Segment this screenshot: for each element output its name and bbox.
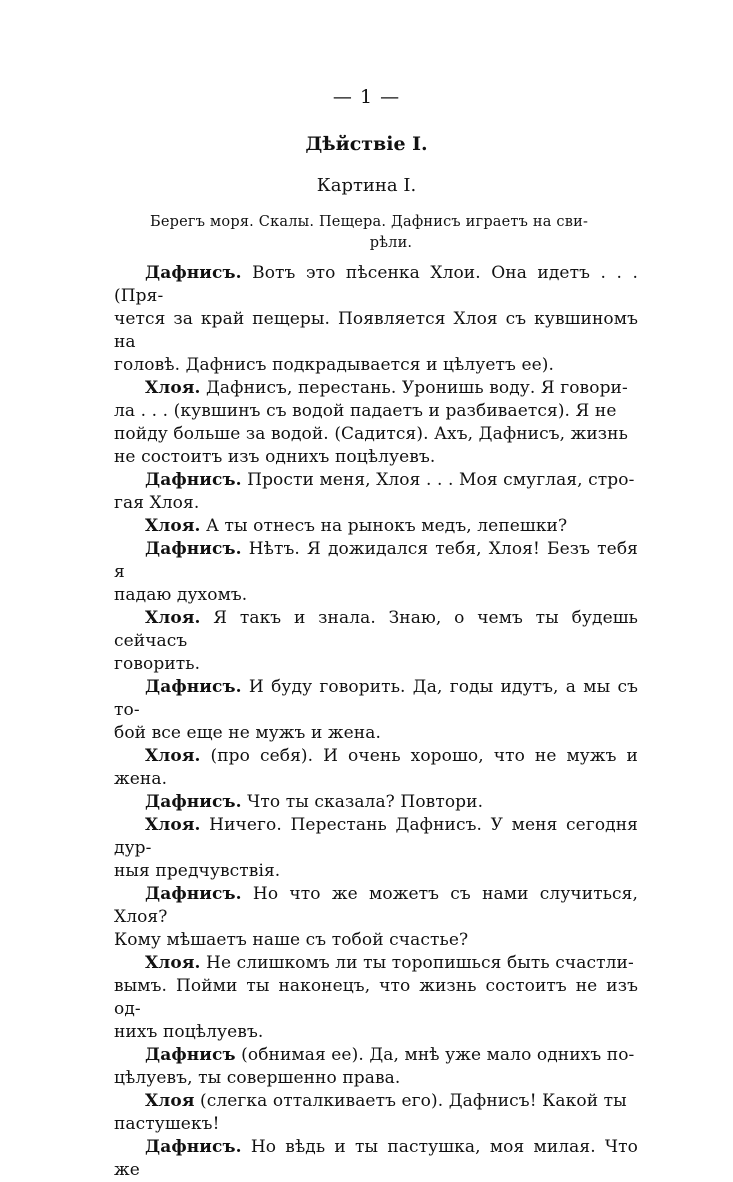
dialogue-line xyxy=(114,814,638,860)
dialogue-line xyxy=(114,791,638,814)
dialogue-paragraph xyxy=(114,883,638,952)
line-text: вымъ. Пойми ты наконецъ, что жизнь состоитъ не изъ од- xyxy=(114,976,638,1019)
dialogue-line xyxy=(114,492,638,515)
dialogue-line xyxy=(114,883,638,929)
dialogue-line xyxy=(114,377,638,400)
dialogue-paragraph xyxy=(114,538,638,607)
dialogue-line xyxy=(114,1021,638,1044)
stage-direction-line: Берегъ моря. Скалы. Пещера. Дафнисъ играетъ на сви- xyxy=(150,214,589,230)
line-text: говорить. xyxy=(114,654,201,674)
dialogue-line xyxy=(114,354,638,377)
dialogue-line xyxy=(114,308,638,354)
line-text: цѣлуевъ, ты совершенно права. xyxy=(114,1068,401,1088)
speaker-name: Хлоя. xyxy=(145,608,201,628)
dialogue-paragraph xyxy=(114,952,638,1044)
speaker-name: Дафнисъ. xyxy=(145,539,242,559)
dialogue-line xyxy=(114,745,638,791)
line-text: пойду больше за водой. (Садится). Ахъ, Дафнисъ, жизнь xyxy=(114,424,628,444)
dialogue-line xyxy=(114,676,638,722)
dialogue-line xyxy=(114,1067,638,1090)
speaker-name: Хлоя. xyxy=(145,815,201,835)
dialogue-line xyxy=(114,952,638,975)
speaker-name: Дафнисъ. xyxy=(145,792,242,812)
dialogue-paragraph xyxy=(114,745,638,791)
line-text: Что ты сказала? Повтори. xyxy=(247,792,484,812)
speaker-name: Дафнисъ xyxy=(145,1045,236,1065)
speaker-name: Дафнисъ. xyxy=(145,470,242,490)
speaker-name: Хлоя. xyxy=(145,378,201,398)
dialogue-paragraph xyxy=(114,676,638,745)
dialogue-paragraph xyxy=(114,377,638,469)
dialogue-text xyxy=(114,262,638,1182)
line-text: ныя предчувствія. xyxy=(114,861,281,881)
dialogue-line xyxy=(114,423,638,446)
stage-direction-line: рѣли. xyxy=(369,235,413,251)
dialogue-line xyxy=(114,860,638,883)
dialogue-line xyxy=(114,584,638,607)
line-text: (обнимая ее). Да, мнѣ уже мало однихъ по- xyxy=(241,1045,635,1065)
line-text: Прости меня, Хлоя . . . Моя смуглая, стро- xyxy=(247,470,635,490)
dialogue-paragraph xyxy=(114,1136,638,1182)
dialogue-paragraph xyxy=(114,814,638,883)
dialogue-paragraph xyxy=(114,791,638,814)
line-text: Ничего. Перестань Дафнисъ. У меня сегодня дур- xyxy=(114,815,638,858)
speaker-name: Хлоя. xyxy=(145,746,201,766)
speaker-name: Дафнисъ. xyxy=(145,884,242,904)
act-heading: Дѣйствіе I. xyxy=(305,133,428,155)
line-text: (слегка отталкиваетъ его). Дафнисъ! Какой ты xyxy=(200,1091,627,1111)
dialogue-paragraph xyxy=(114,1090,638,1136)
dialogue-line xyxy=(114,929,638,952)
dialogue-paragraph xyxy=(114,262,638,377)
speaker-name: Дафнисъ. xyxy=(145,263,242,283)
dialogue-line xyxy=(114,262,638,308)
line-text: Я такъ и знала. Знаю, о чемъ ты будешь сейчасъ xyxy=(114,608,638,651)
scene-heading: Картина I. xyxy=(316,175,417,196)
line-text: головѣ. Дафнисъ подкрадывается и цѣлуетъ ее). xyxy=(114,355,555,375)
line-text: Но вѣдь и ты пастушка, моя милая. Что же xyxy=(114,1137,638,1180)
line-text: Не слишкомъ ли ты торопишься быть счастли- xyxy=(206,953,634,973)
speaker-name: Хлоя xyxy=(145,1091,195,1111)
line-text: гая Хлоя. xyxy=(114,493,200,513)
dialogue-line xyxy=(114,1136,638,1182)
dialogue-line xyxy=(114,722,638,745)
line-text: Дафнисъ, перестань. Уронишь воду. Я говори- xyxy=(206,378,628,398)
dialogue-line xyxy=(114,515,638,538)
dialogue-line xyxy=(114,1090,638,1113)
dialogue-paragraph xyxy=(114,515,638,538)
dialogue-line xyxy=(114,1113,638,1136)
line-text: (про себя). И очень хорошо, что не мужъ и жена. xyxy=(114,746,638,789)
speaker-name: Хлоя. xyxy=(145,953,201,973)
dialogue-paragraph xyxy=(114,469,638,515)
dialogue-paragraph xyxy=(114,607,638,676)
stage-direction xyxy=(150,212,592,254)
dialogue-paragraph xyxy=(114,1044,638,1090)
line-text: пастушекъ! xyxy=(114,1114,220,1134)
speaker-name: Дафнисъ. xyxy=(145,1137,242,1157)
dialogue-line xyxy=(114,607,638,653)
dialogue-line xyxy=(114,400,638,423)
speaker-name: Дафнисъ. xyxy=(145,677,242,697)
line-text: падаю духомъ. xyxy=(114,585,248,605)
line-text: Вотъ это пѣсенка Хлои. Она идетъ . . . (Пря- xyxy=(114,263,638,306)
page-number: — 1 — xyxy=(332,86,401,108)
line-text: чется за край пещеры. Появляется Хлоя съ кувшиномъ на xyxy=(114,309,638,352)
line-text: Но что же можетъ съ нами случиться, Хлоя? xyxy=(114,884,638,927)
line-text: нихъ поцѣлуевъ. xyxy=(114,1022,264,1042)
dialogue-line xyxy=(114,469,638,492)
line-text: И буду говорить. Да, годы идутъ, а мы съ то- xyxy=(114,677,638,720)
speaker-name: Хлоя. xyxy=(145,516,201,536)
dialogue-line xyxy=(114,446,638,469)
dialogue-line xyxy=(114,1044,638,1067)
line-text: ла . . . (кувшинъ съ водой падаетъ и разбивается). Я не xyxy=(114,401,617,421)
line-text: А ты отнесъ на рынокъ медъ, лепешки? xyxy=(206,516,568,536)
dialogue-line xyxy=(114,975,638,1021)
line-text: не состоитъ изъ однихъ поцѣлуевъ. xyxy=(114,447,436,467)
line-text: бой все еще не мужъ и жена. xyxy=(114,723,381,743)
line-text: Нѣтъ. Я дожидался тебя, Хлоя! Безъ тебя я xyxy=(114,539,638,582)
dialogue-line xyxy=(114,653,638,676)
line-text: Кому мѣшаетъ наше съ тобой счастье? xyxy=(114,930,469,950)
dialogue-line xyxy=(114,538,638,584)
